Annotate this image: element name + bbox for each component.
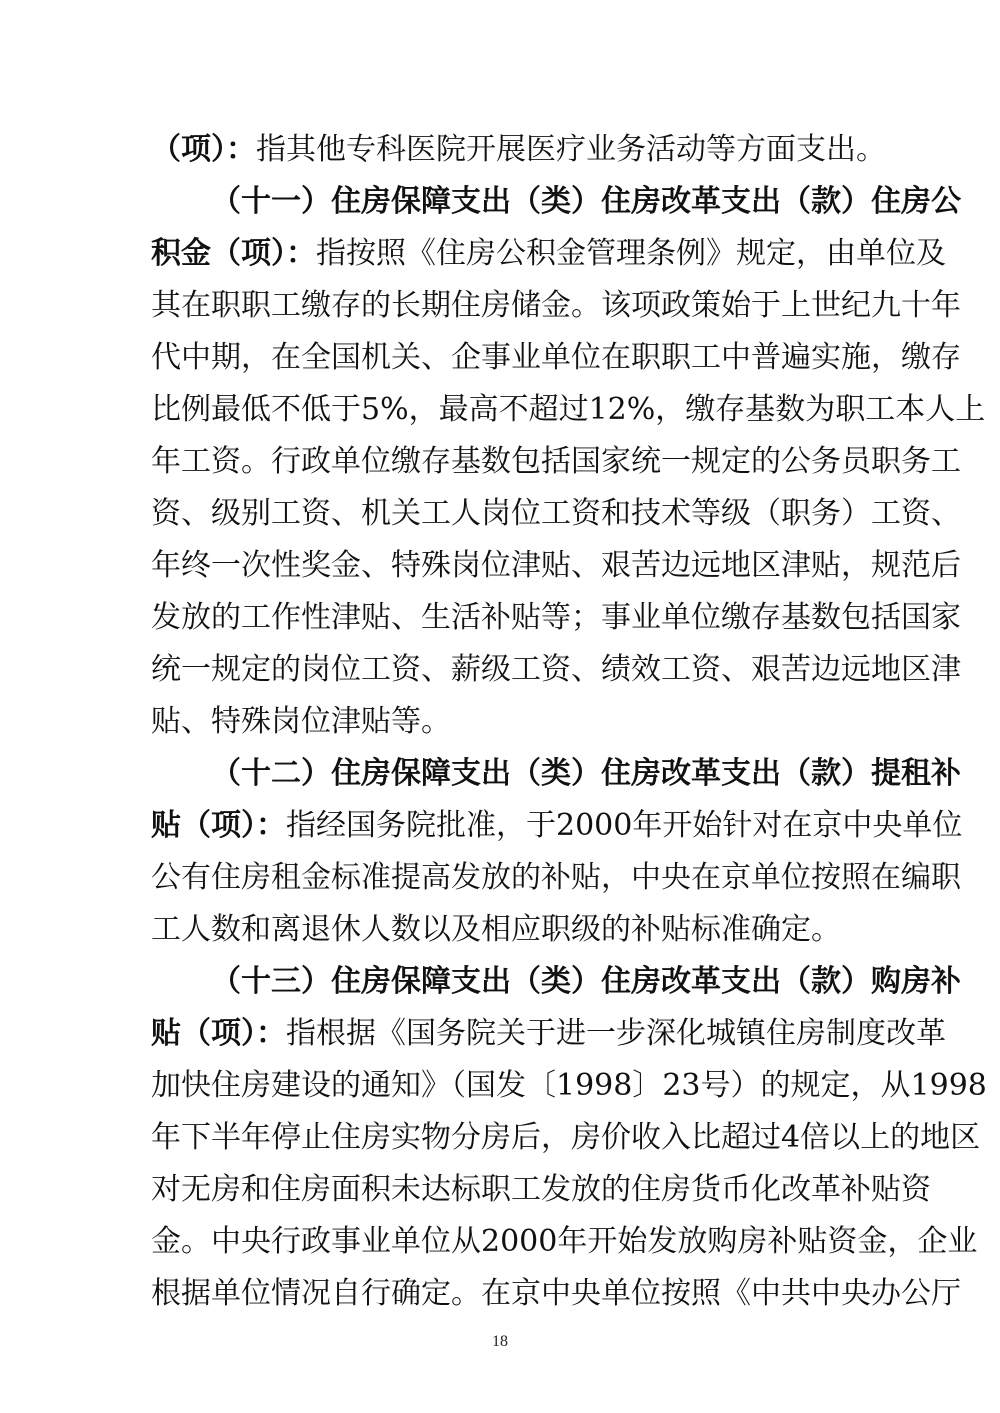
line-14-text: 指经国务院批准，于2000年开始针对在京中央单位: [286, 808, 963, 843]
line-14-bold: 贴（项）：: [151, 808, 286, 843]
line-1-bold: （项）：: [151, 132, 256, 167]
line-9-text: 年终一次性奖金、特殊岗位津贴、艰苦边远地区津贴，规范后: [151, 548, 961, 583]
line-23-text: 根据单位情况自行确定。在京中央单位按照《中共中央办公厅: [151, 1276, 961, 1311]
text-line-10: [151, 598, 961, 638]
line-15-text: 公有住房租金标准提高发放的补贴，中央在京单位按照在编职: [151, 860, 961, 895]
line-18-bold: 贴（项）：: [151, 1016, 286, 1051]
line-8-text: 资、级别工资、机关工人岗位工资和技术等级（职务）工资、: [151, 496, 961, 531]
text-line-5: [151, 338, 961, 378]
line-22-text: 金。中央行政事业单位从2000年开始发放购房补贴资金，企业: [151, 1224, 978, 1259]
text-line-22: [151, 1222, 978, 1262]
text-line-17: [211, 962, 961, 1002]
line-2-bold: （十一）住房保障支出（类）住房改革支出（款）住房公: [211, 184, 961, 219]
line-16-text: 工人数和离退休人数以及相应职级的补贴标准确定。: [151, 912, 841, 947]
text-line-4: [151, 286, 961, 326]
line-6-text: 比例最低不低于5%，最高不超过12%，缴存基数为职工本人上: [151, 392, 986, 427]
text-line-20: [151, 1118, 981, 1158]
text-line-23: [151, 1274, 961, 1314]
text-line-11: [151, 650, 961, 690]
line-12-text: 贴、特殊岗位津贴等。: [151, 704, 451, 739]
line-10-text: 发放的工作性津贴、生活补贴等；事业单位缴存基数包括国家: [151, 600, 961, 635]
line-5-text: 代中期，在全国机关、企事业单位在职职工中普遍实施，缴存: [151, 340, 961, 375]
text-line-8: [151, 494, 961, 534]
text-line-12: [151, 702, 876, 742]
line-19-text: 加快住房建设的通知》（国发〔1998〕23号）的规定，从1998: [151, 1068, 987, 1103]
line-1-text: 指其他专科医院开展医疗业务活动等方面支出。: [256, 132, 886, 167]
line-18-text: 指根据《国务院关于进一步深化城镇住房制度改革: [286, 1016, 946, 1051]
page-number: 18: [492, 1333, 508, 1350]
text-line-14: [151, 806, 963, 846]
line-13-bold: （十二）住房保障支出（类）住房改革支出（款）提租补: [211, 756, 961, 791]
text-line-19: [151, 1066, 987, 1106]
line-20-text: 年下半年停止住房实物分房后，房价收入比超过4倍以上的地区: [151, 1120, 981, 1155]
line-4-text: 其在职职工缴存的长期住房储金。该项政策始于上世纪九十年: [151, 288, 961, 323]
line-3-bold: 积金（项）：: [151, 236, 316, 271]
text-line-1: [151, 130, 886, 170]
text-line-16: [151, 910, 876, 950]
line-17-bold: （十三）住房保障支出（类）住房改革支出（款）购房补: [211, 964, 961, 999]
text-line-18: [151, 1014, 946, 1054]
line-11-text: 统一规定的岗位工资、薪级工资、绩效工资、艰苦边远地区津: [151, 652, 961, 687]
text-line-7: [151, 442, 961, 482]
text-line-13: [211, 754, 961, 794]
line-21-text: 对无房和住房面积未达标职工发放的住房货币化改革补贴资: [151, 1172, 931, 1207]
text-line-3: [151, 234, 946, 274]
text-line-15: [151, 858, 961, 898]
text-line-9: [151, 546, 961, 586]
text-line-21: [151, 1170, 931, 1210]
line-7-text: 年工资。行政单位缴存基数包括国家统一规定的公务员职务工: [151, 444, 961, 479]
text-line-2: [211, 182, 961, 222]
text-line-6: [151, 390, 986, 430]
line-3-text: 指按照《住房公积金管理条例》规定，由单位及: [316, 236, 946, 271]
